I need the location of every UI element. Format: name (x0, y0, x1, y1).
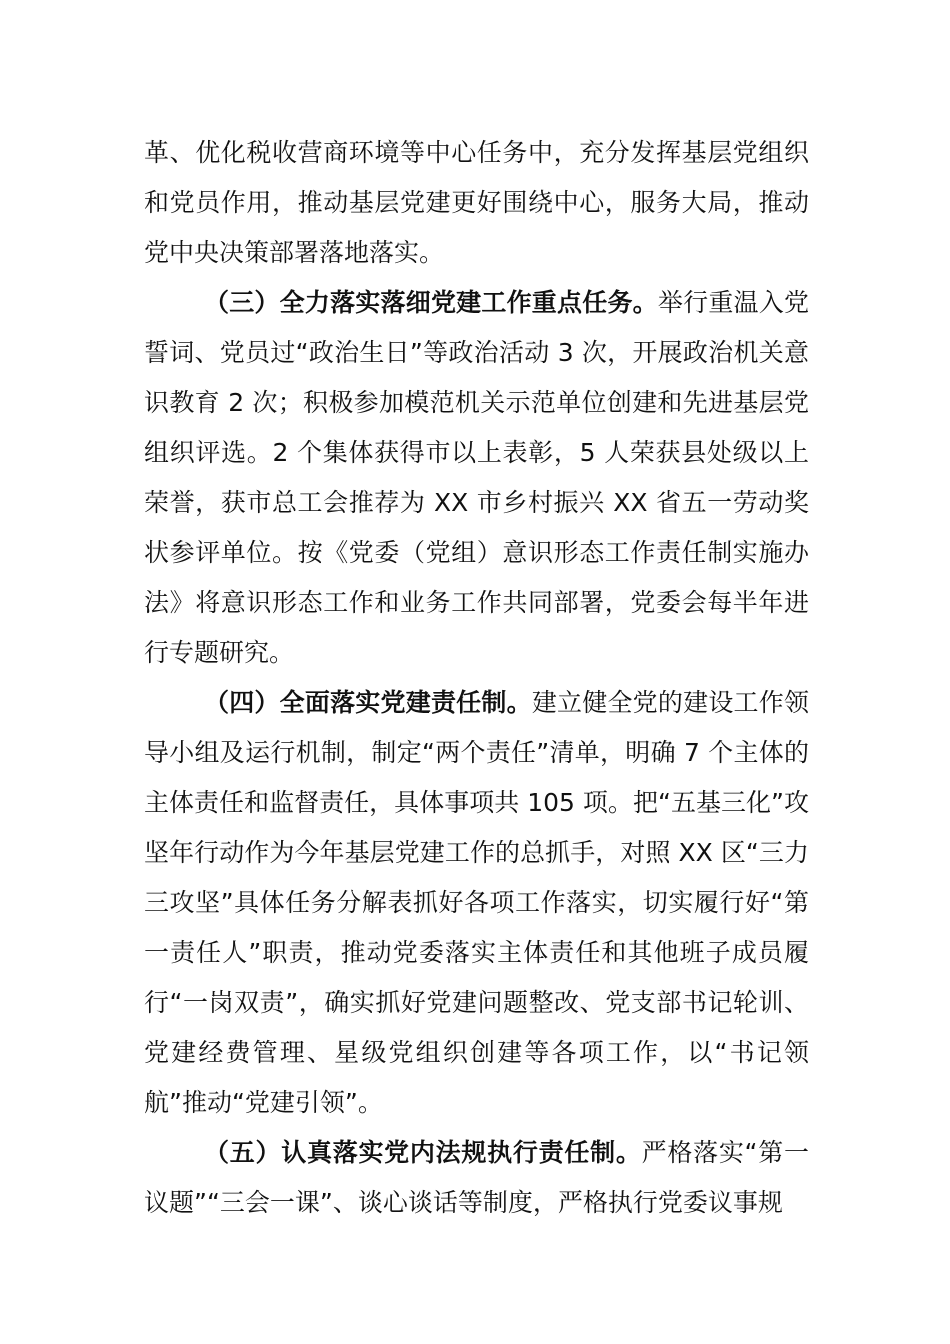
paragraph-text: 建立健全党的建设工作领导小组及运行机制，制定“两个责任”清单，明确 7 个主体的主体责任和监督责任，具体事项共 105 项。把“五基三化”攻坚年行动作为今年基层党建工作的总抓手，对照 XX 区“三力三攻坚”具体任务分解表抓好各项工作落实，切实履行好“第一责任人”职责，推动党委落实主体责任和其他班子成员履行“一岗双责”，确实抓好党建问题整改、党支部书记轮训、党建经费管理、星级党组织创建等各项工作，以“书记领航”推动“党建引领”。 (144, 688, 809, 1117)
paragraph-section-5 (144, 1128, 809, 1228)
section-heading-4: （四）全面落实党建责任制。 (204, 688, 532, 717)
section-heading-5: （五）认真落实党内法规执行责任制。 (204, 1138, 642, 1167)
paragraph-text: 革、优化税收营商环境等中心任务中，充分发挥基层党组织和党员作用，推动基层党建更好围绕中心，服务大局，推动党中央决策部署落地落实。 (144, 138, 809, 267)
paragraph-text: 举行重温入党誓词、党员过“政治生日”等政治活动 3 次，开展政治机关意识教育 2 次；积极参加模范机关示范单位创建和先进基层党组织评选。2 个集体获得市以上表彰，5 人荣获县处级以上荣誉，获市总工会推荐为 XX 市乡村振兴 XX 省五一劳动奖状参评单位。按《党委（党组）意识形态工作责任制实施办法》将意识形态工作和业务工作共同部署，党委会每半年进行专题研究。 (144, 288, 809, 667)
paragraph-text: 严格落实“第一议题”“三会一课”、谈心谈话等制度，严格执行党委议事规 (144, 1138, 809, 1217)
section-heading-3: （三）全力落实落细党建工作重点任务。 (204, 288, 658, 317)
paragraph-section-4 (144, 678, 809, 1128)
paragraph-continuation (144, 128, 809, 278)
paragraph-section-3 (144, 278, 809, 678)
document-body (144, 128, 809, 1228)
